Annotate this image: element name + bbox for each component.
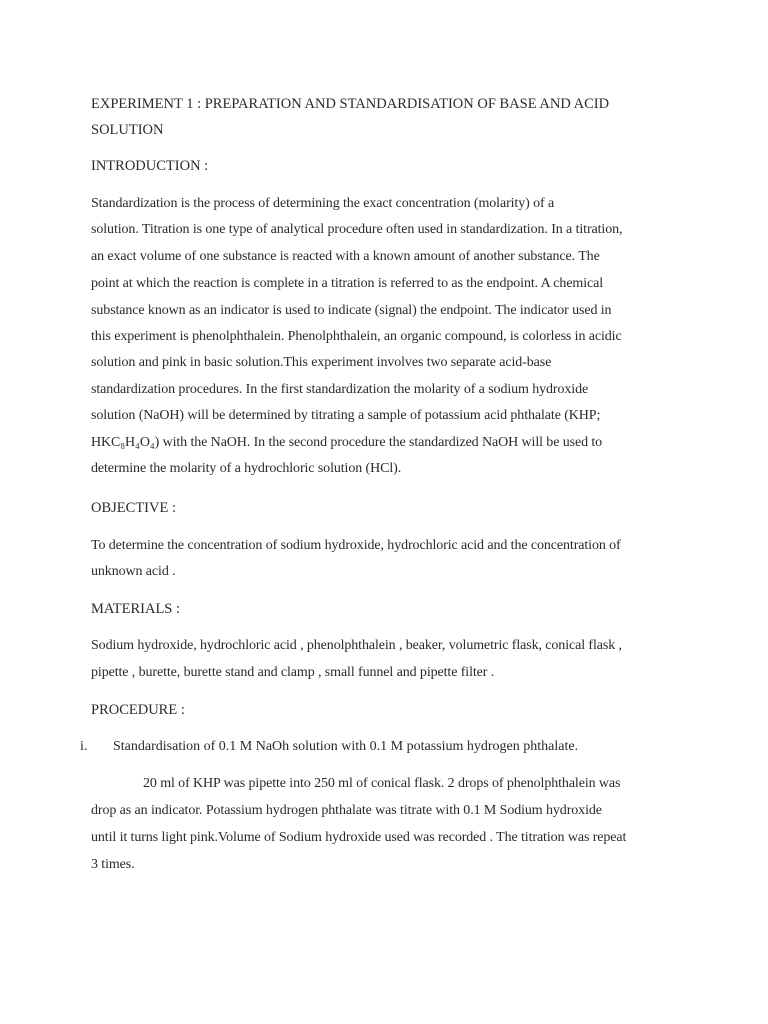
objective-heading: OBJECTIVE :: [91, 500, 176, 516]
introduction-heading: INTRODUCTION :: [91, 158, 209, 174]
materials-line: pipette , burette, burette stand and clamp , small funnel and pipette filter .: [91, 665, 495, 680]
materials-line: Sodium hydroxide, hydrochloric acid , phenolphthalein , beaker, volumetric flask, conical flask ,: [91, 638, 622, 653]
introduction-line: HKC₈H₄O₄) with the NaOH. In the second procedure the standardized NaOH will be used to: [91, 435, 603, 450]
introduction-line: solution (NaOH) will be determined by titrating a sample of potassium acid phthalate (KHP;: [91, 408, 601, 423]
objective-line: unknown acid .: [91, 564, 176, 579]
procedure-item-text: Standardisation of 0.1 M NaOh solution with 0.1 M potassium hydrogen phthalate.: [113, 739, 579, 754]
materials-heading: MATERIALS :: [91, 601, 181, 617]
procedure-line: until it turns light pink.Volume of Sodium hydroxide used was recorded . The titration was repeat: [91, 830, 627, 845]
introduction-line: this experiment is phenolphthalein. Phenolphthalein, an organic compound, is colorless in acidic: [91, 329, 622, 344]
document-title-line-1: EXPERIMENT 1 : PREPARATION AND STANDARDISATION OF BASE AND ACID: [91, 96, 610, 112]
introduction-line: an exact volume of one substance is reacted with a known amount of another substance. The: [91, 249, 600, 264]
introduction-line: substance known as an indicator is used to indicate (signal) the endpoint. The indicator used in: [91, 303, 612, 318]
introduction-line: solution and pink in basic solution.This experiment involves two separate acid-base: [91, 355, 552, 370]
introduction-line: point at which the reaction is complete in a titration is referred to as the endpoint. A chemical: [91, 276, 604, 291]
procedure-line: 3 times.: [91, 857, 135, 872]
procedure-heading: PROCEDURE :: [91, 702, 185, 718]
introduction-line: Standardization is the process of determining the exact concentration (molarity) of a: [91, 196, 555, 211]
procedure-item-numeral: i.: [80, 739, 88, 754]
introduction-line: standardization procedures. In the first standardization the molarity of a sodium hydroxide: [91, 382, 589, 397]
document-title-line-2: SOLUTION: [91, 122, 164, 138]
objective-line: To determine the concentration of sodium hydroxide, hydrochloric acid and the concentration of: [91, 538, 621, 553]
introduction-line: solution. Titration is one type of analytical procedure often used in standardization. In a titration,: [91, 222, 623, 237]
procedure-line: 20 ml of KHP was pipette into 250 ml of conical flask. 2 drops of phenolphthalein was: [143, 776, 621, 791]
procedure-line: drop as an indicator. Potassium hydrogen phthalate was titrate with 0.1 M Sodium hydroxide: [91, 803, 602, 818]
introduction-line: determine the molarity of a hydrochloric solution (HCl).: [91, 461, 402, 476]
